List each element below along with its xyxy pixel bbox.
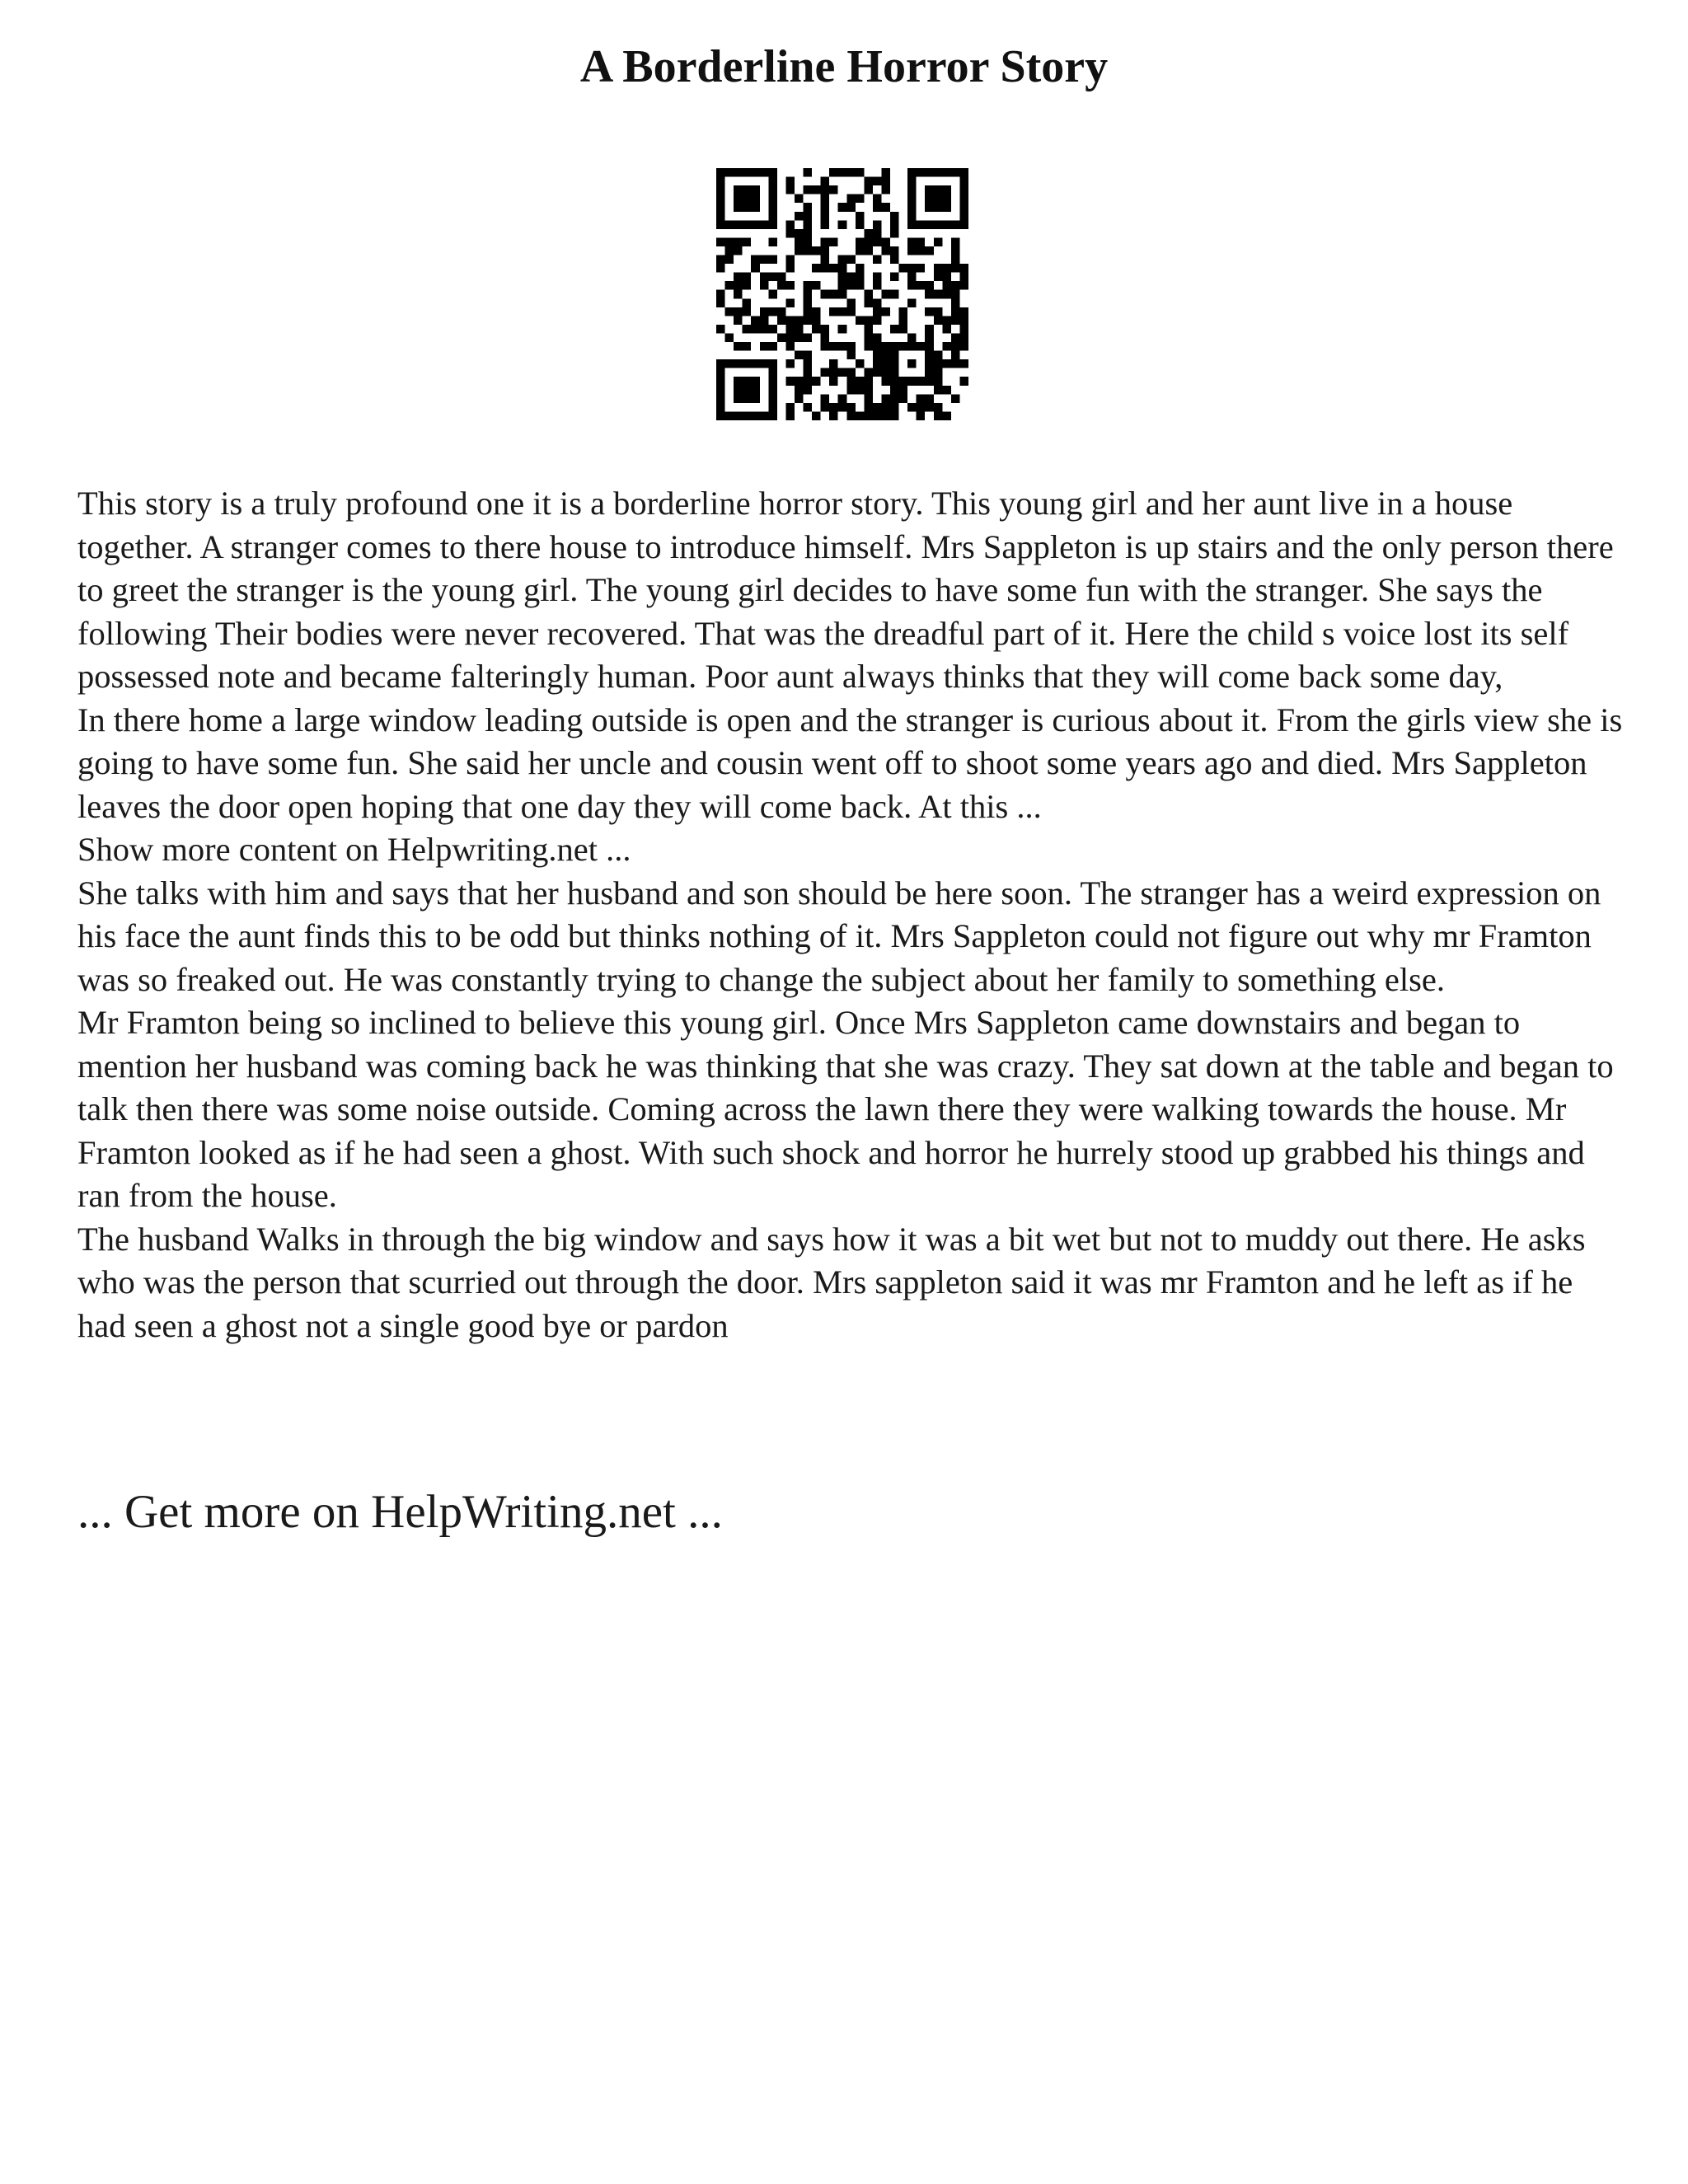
paragraph-framton: Mr Framton being so inclined to believe this young girl. Once Mrs Sappleton came downstairs and began to mention her husband was coming back he was thinking that she was crazy. They sat down at the table and began to talk then there was some noise outside. Coming across the lawn there they were walking towards the house. Mr Framton looked as if he had seen a ghost. With such shock and horror he hurrely stood up grabbed his things and ran from the house.	[77, 1004, 1614, 1214]
show-more-link[interactable]: Show more content on Helpwriting.net ...	[77, 831, 631, 868]
paragraph-intro: This story is a truly profound one it is a borderline horror story. This young girl and her aunt live in a house together. A stranger comes to there house to introduce himself. Mrs Sappleton is up stairs and the only person there to greet the stranger is the young girl. The young girl decides to have some fun with the stranger. She says the following Their bodies were never recovered. That was the dreadful part of it. Here the child s voice lost its self possessed note and became falteringly human. Poor aunt always thinks that they will come back some day,	[77, 485, 1614, 695]
document-title: A Borderline Horror Story	[579, 41, 1109, 92]
paragraph-window: In there home a large window leading outside is open and the stranger is curious about it. From the girls view she is going to have some fun. She said her uncle and cousin went off to shoot some years ago and died. Mrs Sappleton leaves the door open hoping that one day they will come back. At this ...	[77, 701, 1623, 825]
get-more-link[interactable]: ... Get more on HelpWriting.net ...	[77, 1486, 723, 1538]
paragraph-husband: The husband Walks in through the big window and says how it was a bit wet but not to muddy out there. He asks who was the person that scurried out through the door. Mrs sappleton said it was mr Framton and he left as if he had seen a ghost not a single good bye or pardon	[77, 1220, 1586, 1344]
paragraph-aunt: She talks with him and says that her husband and son should be here soon. The stranger has a weird expression on his face the aunt finds this to be odd but thinks nothing of it. Mrs Sappleton could not figure out why mr Framton was so freaked out. He was constantly trying to change the subject about her family to something else.	[77, 874, 1601, 998]
qr-code-icon	[716, 168, 968, 420]
article-body	[77, 482, 1627, 1347]
